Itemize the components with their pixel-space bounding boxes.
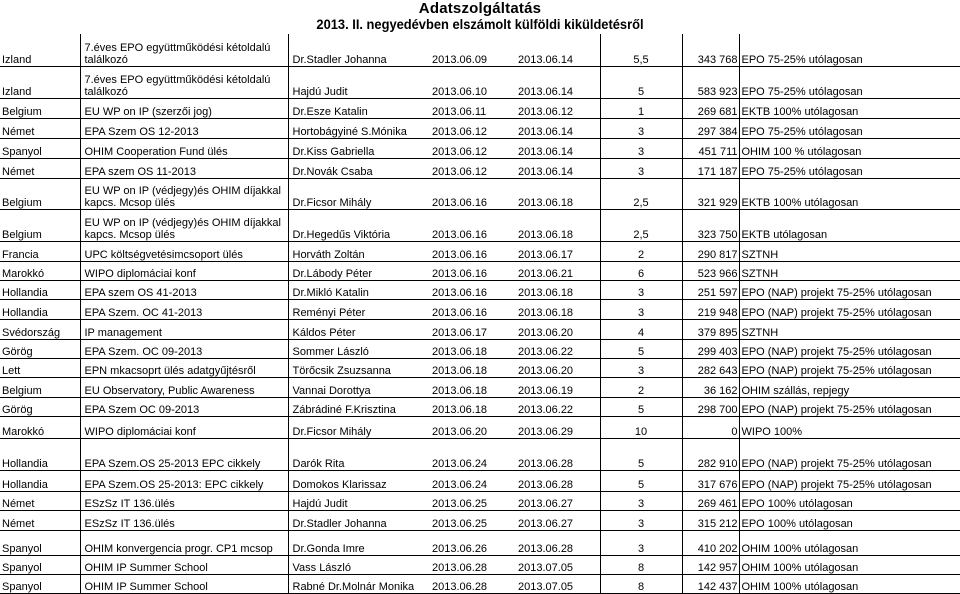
date-to-cell: 2013.06.28 xyxy=(514,470,600,491)
date-to-cell: 2013.06.20 xyxy=(514,319,600,339)
project-cell: 7.éves EPO együttműködési kétoldalú találkozó xyxy=(80,34,288,66)
amount-cell: 282 643 xyxy=(682,358,739,377)
name-cell: Sommer László xyxy=(288,339,428,358)
name-cell: Dr.Kiss Gabriella xyxy=(288,138,428,158)
funding-source-cell: EPO (NAP) projekt 75-25% utólagosan xyxy=(739,470,960,491)
amount-cell: 321 929 xyxy=(682,178,739,209)
amount-cell: 171 187 xyxy=(682,158,739,178)
date-to-cell: 2013.06.28 xyxy=(514,530,600,555)
funding-source-cell: EPO 75-25% utólagosan xyxy=(739,158,960,178)
days-cell: 2 xyxy=(600,241,682,261)
amount-cell: 269 681 xyxy=(682,98,739,118)
project-cell: UPC költségvetésimcsoport ülés xyxy=(80,241,288,261)
date-to-cell: 2013.06.18 xyxy=(514,299,600,319)
country-cell: Izland xyxy=(0,66,80,98)
project-cell: OHIM IP Summer School xyxy=(80,574,288,593)
funding-source-cell: OHIM szállás, repjegy xyxy=(739,377,960,397)
name-cell: Dr.Stadler Johanna xyxy=(288,34,428,66)
date-to-cell: 2013.07.05 xyxy=(514,555,600,574)
country-cell: Spanyol xyxy=(0,530,80,555)
date-from-cell: 2013.06.25 xyxy=(428,491,514,510)
days-cell: 3 xyxy=(600,299,682,319)
days-cell: 2,5 xyxy=(600,209,682,241)
date-from-cell: 2013.06.24 xyxy=(428,470,514,491)
amount-cell: 323 750 xyxy=(682,209,739,241)
project-cell: IP management xyxy=(80,319,288,339)
name-cell: Dr.Novák Csaba xyxy=(288,158,428,178)
date-to-cell: 2013.06.28 xyxy=(514,438,600,470)
table-row xyxy=(0,510,960,530)
table-row xyxy=(0,339,960,358)
table-row xyxy=(0,319,960,339)
table-row xyxy=(0,530,960,555)
country-cell: Marokkó xyxy=(0,416,80,438)
country-cell: Francia xyxy=(0,241,80,261)
table-row xyxy=(0,299,960,319)
name-cell: Dr.Hegedűs Viktória xyxy=(288,209,428,241)
date-from-cell: 2013.06.18 xyxy=(428,397,514,416)
country-cell: Spanyol xyxy=(0,138,80,158)
name-cell: Dr.Ficsor Mihály xyxy=(288,178,428,209)
country-cell: Svédország xyxy=(0,319,80,339)
table-row xyxy=(0,66,960,98)
project-cell: EU Observatory, Public Awareness xyxy=(80,377,288,397)
date-from-cell: 2013.06.12 xyxy=(428,118,514,138)
days-cell: 2,5 xyxy=(600,178,682,209)
date-from-cell: 2013.06.11 xyxy=(428,98,514,118)
date-to-cell: 2013.06.22 xyxy=(514,339,600,358)
amount-cell: 583 923 xyxy=(682,66,739,98)
date-from-cell: 2013.06.25 xyxy=(428,510,514,530)
country-cell: Hollandia xyxy=(0,280,80,299)
date-to-cell: 2013.06.21 xyxy=(514,261,600,280)
project-cell: 7.éves EPO együttműködési kétoldalú találkozó xyxy=(80,66,288,98)
project-cell: EPA Szem OC 09-2013 xyxy=(80,397,288,416)
date-from-cell: 2013.06.28 xyxy=(428,555,514,574)
days-cell: 8 xyxy=(600,574,682,593)
country-cell: Belgium xyxy=(0,178,80,209)
days-cell: 5 xyxy=(600,438,682,470)
date-to-cell: 2013.06.14 xyxy=(514,66,600,98)
project-cell: EPN mkacsoprt ülés adatgyűjtésről xyxy=(80,358,288,377)
amount-cell: 379 895 xyxy=(682,319,739,339)
date-from-cell: 2013.06.16 xyxy=(428,241,514,261)
country-cell: Marokkó xyxy=(0,261,80,280)
name-cell: Dr.Esze Katalin xyxy=(288,98,428,118)
name-cell: Darók Rita xyxy=(288,438,428,470)
country-cell: Görög xyxy=(0,397,80,416)
date-from-cell: 2013.06.20 xyxy=(428,416,514,438)
name-cell: Dr.Ficsor Mihály xyxy=(288,416,428,438)
name-cell: Dr.Lábody Péter xyxy=(288,261,428,280)
name-cell: Zábrádiné F.Krisztina xyxy=(288,397,428,416)
funding-source-cell: SZTNH xyxy=(739,241,960,261)
date-from-cell: 2013.06.26 xyxy=(428,530,514,555)
country-cell: Német xyxy=(0,510,80,530)
country-cell: Hollandia xyxy=(0,299,80,319)
country-cell: Hollandia xyxy=(0,470,80,491)
name-cell: Dr.Mikló Katalin xyxy=(288,280,428,299)
days-cell: 5,5 xyxy=(600,34,682,66)
table-row xyxy=(0,118,960,138)
funding-source-cell: SZTNH xyxy=(739,319,960,339)
date-from-cell: 2013.06.16 xyxy=(428,178,514,209)
days-cell: 5 xyxy=(600,397,682,416)
date-from-cell: 2013.06.09 xyxy=(428,34,514,66)
amount-cell: 290 817 xyxy=(682,241,739,261)
date-to-cell: 2013.06.14 xyxy=(514,158,600,178)
country-cell: Német xyxy=(0,491,80,510)
name-cell: Rabné Dr.Molnár Monika xyxy=(288,574,428,593)
amount-cell: 523 966 xyxy=(682,261,739,280)
project-cell: EU WP on IP (védjegy)és OHIM díjakkal kapcs. Mcsop ülés xyxy=(80,209,288,241)
country-cell: Belgium xyxy=(0,377,80,397)
country-cell: Izland xyxy=(0,34,80,66)
table-row xyxy=(0,158,960,178)
days-cell: 5 xyxy=(600,470,682,491)
page-header xyxy=(0,0,960,34)
date-from-cell: 2013.06.16 xyxy=(428,209,514,241)
days-cell: 5 xyxy=(600,66,682,98)
table-row xyxy=(0,261,960,280)
amount-cell: 251 597 xyxy=(682,280,739,299)
date-from-cell: 2013.06.18 xyxy=(428,358,514,377)
date-from-cell: 2013.06.16 xyxy=(428,280,514,299)
amount-cell: 298 700 xyxy=(682,397,739,416)
date-to-cell: 2013.06.18 xyxy=(514,209,600,241)
date-from-cell: 2013.06.28 xyxy=(428,574,514,593)
name-cell: Reményi Péter xyxy=(288,299,428,319)
table-row xyxy=(0,491,960,510)
amount-cell: 142 437 xyxy=(682,574,739,593)
funding-source-cell: EPO 75-25% utólagosan xyxy=(739,66,960,98)
funding-source-cell: OHIM 100 % utólagosan xyxy=(739,138,960,158)
project-cell: EPA Szem.OS 25-2013: EPC cikkely xyxy=(80,470,288,491)
project-cell: EPA szem OS 41-2013 xyxy=(80,280,288,299)
country-cell: Spanyol xyxy=(0,555,80,574)
funding-source-cell: EKTB 100% utólagosan xyxy=(739,98,960,118)
date-to-cell: 2013.06.27 xyxy=(514,491,600,510)
project-cell: OHIM Cooperation Fund ülés xyxy=(80,138,288,158)
amount-cell: 343 768 xyxy=(682,34,739,66)
days-cell: 4 xyxy=(600,319,682,339)
table-row xyxy=(0,438,960,470)
days-cell: 3 xyxy=(600,138,682,158)
table-row xyxy=(0,574,960,593)
country-cell: Spanyol xyxy=(0,574,80,593)
table-body xyxy=(0,34,960,593)
date-to-cell: 2013.06.19 xyxy=(514,377,600,397)
date-to-cell: 2013.06.20 xyxy=(514,358,600,377)
table-row xyxy=(0,358,960,377)
table-row xyxy=(0,178,960,209)
date-to-cell: 2013.06.22 xyxy=(514,397,600,416)
date-from-cell: 2013.06.12 xyxy=(428,138,514,158)
date-from-cell: 2013.06.12 xyxy=(428,158,514,178)
funding-source-cell: OHIM 100% utólagosan xyxy=(739,555,960,574)
date-from-cell: 2013.06.24 xyxy=(428,438,514,470)
table-row xyxy=(0,209,960,241)
days-cell: 3 xyxy=(600,491,682,510)
funding-source-cell: SZTNH xyxy=(739,261,960,280)
country-cell: Görög xyxy=(0,339,80,358)
funding-source-cell: EKTB 100% utólagosan xyxy=(739,178,960,209)
date-to-cell: 2013.06.14 xyxy=(514,118,600,138)
project-cell: WIPO diplomáciai konf xyxy=(80,416,288,438)
travel-table xyxy=(0,34,960,594)
amount-cell: 451 711 xyxy=(682,138,739,158)
project-cell: EPA Szem OS 12-2013 xyxy=(80,118,288,138)
name-cell: Dr.Gonda Imre xyxy=(288,530,428,555)
project-cell: EPA Szem. OC 09-2013 xyxy=(80,339,288,358)
funding-source-cell: EPO (NAP) projekt 75-25% utólagosan xyxy=(739,397,960,416)
project-cell: ESzSz IT 136.ülés xyxy=(80,491,288,510)
country-cell: Hollandia xyxy=(0,438,80,470)
country-cell: Belgium xyxy=(0,209,80,241)
table-row xyxy=(0,397,960,416)
name-cell: Vass László xyxy=(288,555,428,574)
page-title: Adatszolgáltatás xyxy=(418,0,542,17)
table-row xyxy=(0,377,960,397)
amount-cell: 142 957 xyxy=(682,555,739,574)
amount-cell: 410 202 xyxy=(682,530,739,555)
project-cell: ESzSz IT 136.ülés xyxy=(80,510,288,530)
name-cell: Dr.Stadler Johanna xyxy=(288,510,428,530)
days-cell: 3 xyxy=(600,118,682,138)
project-cell: EPA Szem. OC 41-2013 xyxy=(80,299,288,319)
days-cell: 3 xyxy=(600,158,682,178)
date-from-cell: 2013.06.10 xyxy=(428,66,514,98)
date-from-cell: 2013.06.18 xyxy=(428,377,514,397)
date-to-cell: 2013.06.18 xyxy=(514,178,600,209)
date-to-cell: 2013.06.14 xyxy=(514,138,600,158)
project-cell: WIPO diplomáciai konf xyxy=(80,261,288,280)
days-cell: 5 xyxy=(600,339,682,358)
funding-source-cell: EPO 75-25% utólagosan xyxy=(739,118,960,138)
date-from-cell: 2013.06.16 xyxy=(428,299,514,319)
project-cell: OHIM IP Summer School xyxy=(80,555,288,574)
date-to-cell: 2013.06.29 xyxy=(514,416,600,438)
name-cell: Domokos Klarissaz xyxy=(288,470,428,491)
date-from-cell: 2013.06.17 xyxy=(428,319,514,339)
funding-source-cell: EPO (NAP) projekt 75-25% utólagosan xyxy=(739,299,960,319)
funding-source-cell: OHIM 100% utólagosan xyxy=(739,574,960,593)
funding-source-cell: EPO (NAP) projekt 75-25% utólagosan xyxy=(739,438,960,470)
table-row xyxy=(0,241,960,261)
table-row xyxy=(0,280,960,299)
country-cell: Német xyxy=(0,118,80,138)
project-cell: EU WP on IP (védjegy)és OHIM díjakkal kapcs. Mcsop ülés xyxy=(80,178,288,209)
funding-source-cell: WIPO 100% xyxy=(739,416,960,438)
amount-cell: 297 384 xyxy=(682,118,739,138)
amount-cell: 299 403 xyxy=(682,339,739,358)
project-cell: EPA Szem.OS 25-2013 EPC cikkely xyxy=(80,438,288,470)
funding-source-cell: EPO (NAP) projekt 75-25% utólagosan xyxy=(739,339,960,358)
amount-cell: 317 676 xyxy=(682,470,739,491)
days-cell: 2 xyxy=(600,377,682,397)
table-row xyxy=(0,470,960,491)
days-cell: 3 xyxy=(600,530,682,555)
name-cell: Horváth Zoltán xyxy=(288,241,428,261)
amount-cell: 219 948 xyxy=(682,299,739,319)
project-cell: OHIM konvergencia progr. CP1 mcsop xyxy=(80,530,288,555)
amount-cell: 282 910 xyxy=(682,438,739,470)
table-row xyxy=(0,555,960,574)
date-to-cell: 2013.07.05 xyxy=(514,574,600,593)
table-row xyxy=(0,138,960,158)
country-cell: Német xyxy=(0,158,80,178)
days-cell: 8 xyxy=(600,555,682,574)
date-to-cell: 2013.06.27 xyxy=(514,510,600,530)
country-cell: Belgium xyxy=(0,98,80,118)
date-to-cell: 2013.06.18 xyxy=(514,280,600,299)
name-cell: Hajdú Judit xyxy=(288,66,428,98)
project-cell: EU WP on IP (szerzői jog) xyxy=(80,98,288,118)
date-to-cell: 2013.06.17 xyxy=(514,241,600,261)
amount-cell: 315 212 xyxy=(682,510,739,530)
funding-source-cell: EPO 75-25% utólagosan xyxy=(739,34,960,66)
days-cell: 1 xyxy=(600,98,682,118)
name-cell: Hortobágyiné S.Mónika xyxy=(288,118,428,138)
date-to-cell: 2013.06.14 xyxy=(514,34,600,66)
amount-cell: 36 162 xyxy=(682,377,739,397)
funding-source-cell: EPO (NAP) projekt 75-25% utólagosan xyxy=(739,358,960,377)
date-from-cell: 2013.06.18 xyxy=(428,339,514,358)
name-cell: Káldos Péter xyxy=(288,319,428,339)
project-cell: EPA szem OS 11-2013 xyxy=(80,158,288,178)
table-row xyxy=(0,416,960,438)
funding-source-cell: OHIM 100% utólagosan xyxy=(739,530,960,555)
name-cell: Hajdú Judit xyxy=(288,491,428,510)
funding-source-cell: EKTB utólagosan xyxy=(739,209,960,241)
amount-cell: 0 xyxy=(682,416,739,438)
amount-cell: 269 461 xyxy=(682,491,739,510)
name-cell: Törőcsik Zsuzsanna xyxy=(288,358,428,377)
table-row xyxy=(0,34,960,66)
date-from-cell: 2013.06.16 xyxy=(428,261,514,280)
country-cell: Lett xyxy=(0,358,80,377)
funding-source-cell: EPO 100% utólagosan xyxy=(739,510,960,530)
funding-source-cell: EPO (NAP) projekt 75-25% utólagosan xyxy=(739,280,960,299)
name-cell: Vannai Dorottya xyxy=(288,377,428,397)
days-cell: 3 xyxy=(600,510,682,530)
table-row xyxy=(0,98,960,118)
days-cell: 10 xyxy=(600,416,682,438)
funding-source-cell: EPO 100% utólagosan xyxy=(739,491,960,510)
days-cell: 3 xyxy=(600,280,682,299)
days-cell: 6 xyxy=(600,261,682,280)
page-subtitle: 2013. II. negyedévben elszámolt külföldi kiküldetésről xyxy=(316,16,644,32)
date-to-cell: 2013.06.12 xyxy=(514,98,600,118)
days-cell: 3 xyxy=(600,358,682,377)
